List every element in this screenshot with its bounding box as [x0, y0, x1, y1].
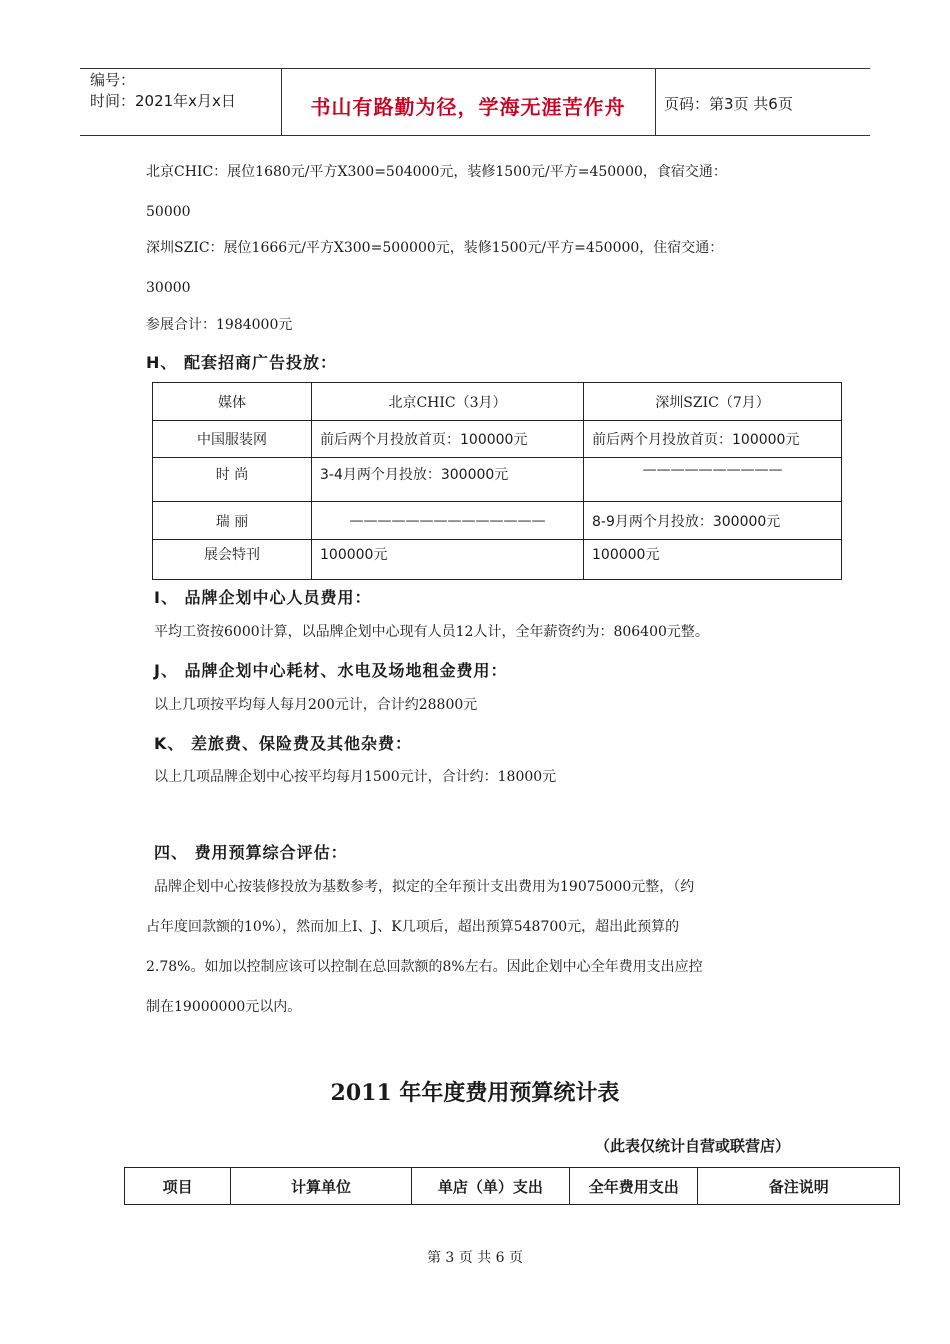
- shenzhen-cost-line: 深圳SZIC：展位1666元/平方X300=500000元，装修1500元/平方=450000，住宿交通：: [146, 240, 724, 256]
- section-j-text: 以上几项按平均每人每月200元计，合计约28800元: [154, 697, 478, 713]
- media-cell: 展会特刊: [153, 540, 312, 580]
- column-header: 计算单位: [231, 1168, 411, 1205]
- header-top-rule: [80, 68, 870, 69]
- media-cell: 中国服装网: [153, 421, 312, 458]
- header-bottom-rule: [80, 135, 870, 136]
- budget-table-note: （此表仅统计自营或联营店）: [595, 1137, 791, 1155]
- section-four-heading: 四、 费用预算综合评估：: [154, 843, 348, 862]
- shenzhen-cell: 100000元: [584, 540, 842, 580]
- column-header: 深圳SZIC（7月）: [584, 383, 842, 421]
- table-header-row: [125, 1168, 900, 1205]
- section-j-heading: J、 品牌企划中心耗材、水电及场地租金费用：: [154, 661, 508, 680]
- section-i-text: 平均工资按6000计算，以品牌企划中心现有人员12人计，全年薪资约为：806400元整。: [154, 624, 709, 640]
- beijing-cost-line-cont: 50000: [146, 204, 191, 220]
- media-cell: 瑞 丽: [153, 502, 312, 540]
- evaluation-line: 制在19000000元以内。: [146, 999, 302, 1015]
- budget-table-title: 2011 年年度费用预算统计表: [330, 1080, 620, 1106]
- evaluation-line: 品牌企划中心按装修投放为基数参考，拟定的全年预计支出费用为19075000元整，（约: [154, 879, 695, 895]
- column-header: 媒体: [153, 383, 312, 421]
- header-motto: 书山有路勤为径，学海无涯苦作舟: [310, 95, 626, 119]
- header-meta: [90, 70, 236, 112]
- section-h-heading: H、 配套招商广告投放：: [146, 353, 337, 372]
- shenzhen-cell: ——————————: [584, 458, 842, 502]
- column-header: 项目: [125, 1168, 231, 1205]
- document-time: 时间：2021年x月x日: [90, 92, 236, 110]
- beijing-cell: ——————————————: [312, 502, 584, 540]
- page-footer: 第 3 页 共 6 页: [426, 1250, 524, 1266]
- beijing-cell: 3-4月两个月投放：300000元: [312, 458, 584, 502]
- section-k-heading: K、 差旅费、保险费及其他杂费：: [154, 734, 412, 753]
- table-row: [153, 502, 842, 540]
- shenzhen-cost-line-cont: 30000: [146, 280, 191, 296]
- table-row: [153, 540, 842, 580]
- beijing-cell: 100000元: [312, 540, 584, 580]
- column-header: 全年费用支出: [570, 1168, 698, 1205]
- budget-statistics-table: [124, 1167, 900, 1205]
- shenzhen-cell: 8-9月两个月投放：300000元: [584, 502, 842, 540]
- ad-placement-table: [152, 382, 842, 580]
- document-number: 编号：: [90, 71, 136, 89]
- section-i-heading: I、 品牌企划中心人员费用：: [154, 588, 372, 607]
- column-header: 备注说明: [698, 1168, 900, 1205]
- evaluation-line: 占年度回款额的10%），然而加上I、J、K几项后，超出预算548700元，超出此预算的: [146, 919, 680, 935]
- table-row: [153, 421, 842, 458]
- beijing-cell: 前后两个月投放首页：100000元: [312, 421, 584, 458]
- media-cell: 时 尚: [153, 458, 312, 502]
- table-row: [153, 458, 842, 502]
- column-header: 单店（单）支出: [411, 1168, 569, 1205]
- evaluation-line: 2.78%。如加以控制应该可以控制在总回款额的8%左右。因此企划中心全年费用支出应控: [146, 959, 703, 975]
- section-k-text: 以上几项品牌企划中心按平均每月1500元计，合计约：18000元: [154, 769, 557, 785]
- column-header: 北京CHIC（3月）: [312, 383, 584, 421]
- beijing-cost-line: 北京CHIC：展位1680元/平方X300=504000元，装修1500元/平方=450000，食宿交通：: [146, 164, 727, 180]
- shenzhen-cell: 前后两个月投放首页：100000元: [584, 421, 842, 458]
- header-page-info: 页码：第3页 共6页: [664, 95, 793, 113]
- table-header-row: [153, 383, 842, 421]
- exhibit-total: 参展合计：1984000元: [146, 317, 293, 333]
- header-divider: [655, 68, 656, 135]
